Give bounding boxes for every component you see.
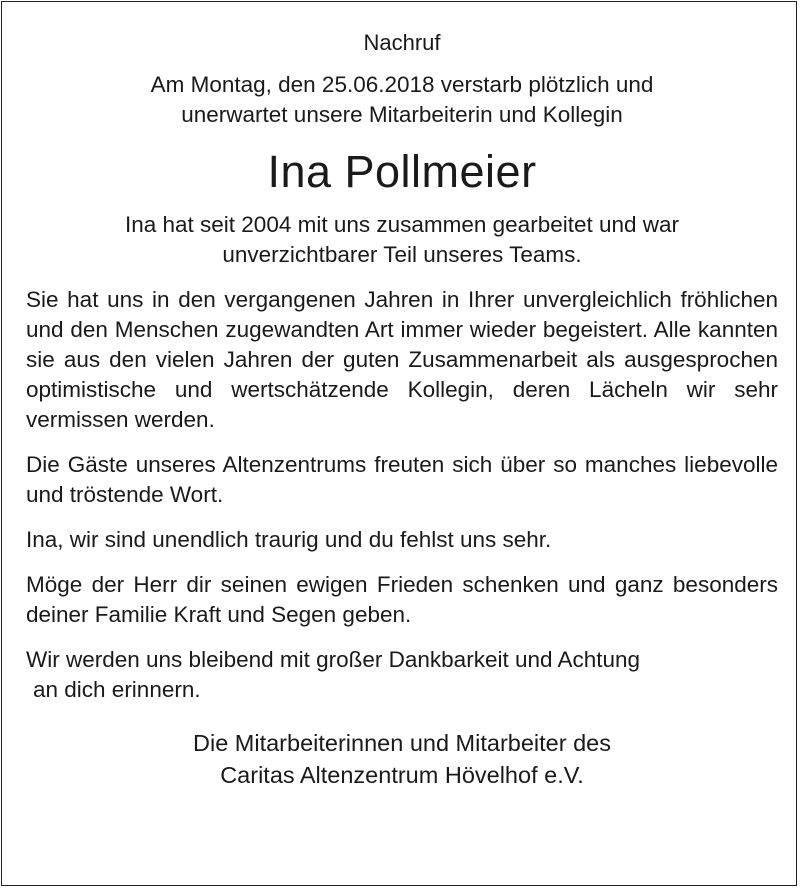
remembrance-paragraph (26, 645, 778, 705)
grief-paragraph: Ina, wir sind unendlich traurig und du fehlst uns sehr. (26, 527, 552, 552)
blessing-paragraph: Möge der Herr dir seinen ewigen Frieden schenken und ganz besonders deiner Familie Kraft und Segen geben. (26, 572, 778, 627)
tenure-line: unverzichtbarer Teil unseres Teams. (222, 242, 582, 267)
notice-heading: Nachruf (363, 30, 441, 55)
obituary-notice (26, 30, 778, 791)
intro-text (26, 70, 778, 130)
tenure-line: Ina hat seit 2004 mit uns zusammen gearbeitet und war (124, 212, 680, 237)
intro-line: Am Montag, den 25.06.2018 verstarb plötzlich und (150, 72, 654, 97)
remembrance-line: an dich erinnern. (33, 677, 201, 702)
tenure-text (26, 210, 778, 270)
guests-paragraph: Die Gäste unseres Altenzentrums freuten sich über so manches liebevolle und tröstende Wort. (26, 452, 778, 507)
signature (26, 727, 778, 791)
tribute-paragraph: Sie hat uns in den vergangenen Jahren in Ihrer unvergleichlich fröhlichen und den Menschen zugewandten Art immer wieder begeistert. Alle kannten sie aus den vielen Jahren der guten Zusammenarbeit als ausgesprochen optimistische und wertschätzende Kollegin, deren Lächeln wir sehr vermissen werden. (26, 287, 778, 432)
intro-line: unerwartet unsere Mitarbeiterin und Kollegin (181, 102, 623, 127)
remembrance-line: Wir werden uns bleibend mit großer Dankbarkeit und Achtung (26, 647, 641, 672)
signature-line: Caritas Altenzentrum Hövelhof e.V. (220, 762, 584, 788)
deceased-name: Ina Pollmeier (267, 146, 537, 197)
signature-line: Die Mitarbeiterinnen und Mitarbeiter des (193, 730, 611, 756)
